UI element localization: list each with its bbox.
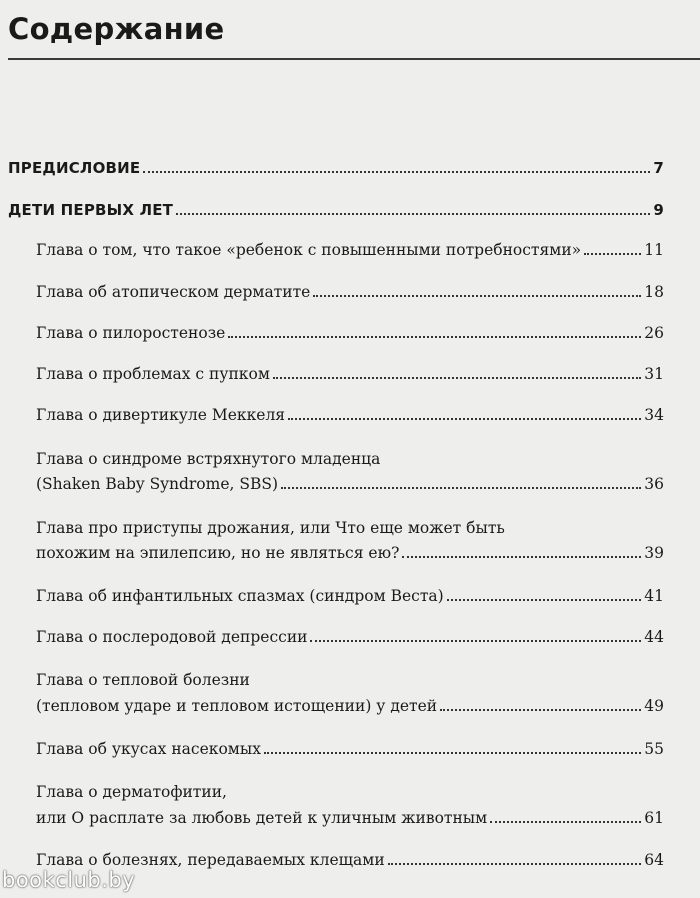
toc-entry-page: 44 — [644, 628, 664, 646]
toc-entry-page: 36 — [644, 475, 664, 493]
toc-entry-page: 64 — [644, 851, 664, 869]
toc-entry-title: ДЕТИ ПЕРВЫХ ЛЕТ — [8, 201, 174, 219]
toc-entry-title: Глава о дивертикуле Меккеля — [36, 406, 286, 424]
toc-entry-title: Глава об атопическом дерматите — [36, 283, 311, 301]
toc-entry — [36, 808, 664, 828]
toc-entry — [36, 739, 664, 759]
toc-entry-first-line: Глава о дерматофитии, — [36, 783, 227, 801]
toc-entry — [36, 586, 664, 606]
toc-entry-page: 55 — [644, 740, 664, 758]
toc-entry-page: 7 — [653, 159, 664, 177]
dot-leader — [273, 377, 641, 379]
toc-entry-title: (тепловом ударе и тепловом истощении) у детей — [36, 697, 438, 715]
toc-entry-title: Глава об инфантильных спазмах (синдром Веста) — [36, 587, 444, 605]
toc-entry-first-line: Глава о тепловой болезни — [36, 671, 250, 689]
dot-leader — [281, 487, 641, 489]
toc-entry-page: 18 — [644, 283, 664, 301]
dot-leader — [402, 556, 641, 558]
dot-leader — [310, 640, 641, 642]
dot-leader — [288, 418, 641, 420]
toc-entry-title: Глава о болезнях, передаваемых клещами — [36, 851, 385, 869]
toc-entry-title: Глава о том, что такое «ребенок с повышенными потребностями» — [36, 241, 582, 259]
toc-entry — [8, 158, 664, 178]
dot-leader — [388, 863, 642, 865]
dot-leader — [228, 336, 641, 338]
toc-entry-title: Глава о пилоростенозе — [36, 324, 226, 342]
toc-entry-title: или О расплате за любовь детей к уличным животным — [36, 809, 488, 827]
dot-leader — [313, 295, 641, 297]
toc-entry-page: 26 — [644, 324, 664, 342]
dot-leader — [143, 171, 650, 173]
toc-entry — [36, 282, 664, 302]
toc-entry-title: ПРЕДИСЛОВИЕ — [8, 159, 141, 177]
toc-entry-page: 11 — [644, 241, 664, 259]
toc-entry-first-line: Глава про приступы дрожания, или Что еще может быть — [36, 519, 505, 537]
toc-entry-page: 39 — [644, 544, 664, 562]
toc-entry-first-line: Глава о синдроме встряхнутого младенца — [36, 450, 381, 468]
toc-entry-page: 49 — [644, 697, 664, 715]
toc-entry-page: 31 — [644, 365, 664, 383]
dot-leader — [264, 752, 641, 754]
dot-leader — [176, 213, 650, 215]
toc-entry — [36, 240, 664, 260]
site-watermark: bookclub.by — [2, 868, 136, 892]
dot-leader — [447, 599, 642, 601]
toc-entry — [36, 696, 664, 716]
toc-entry — [36, 543, 664, 563]
toc-entry-page: 9 — [653, 201, 664, 219]
toc-entry-page: 61 — [644, 809, 664, 827]
toc-entry-title: Глава об укусах насекомых — [36, 740, 261, 758]
toc-entry-title: Глава о проблемах с пупком — [36, 365, 270, 383]
toc-entry — [36, 850, 664, 870]
toc-entry — [36, 627, 664, 647]
toc-entry — [8, 200, 664, 220]
toc-entry-page: 34 — [644, 406, 664, 424]
toc-entry — [36, 474, 664, 494]
toc-entry — [36, 405, 664, 425]
dot-leader — [490, 821, 641, 823]
toc-entry — [36, 323, 664, 343]
dot-leader — [584, 253, 641, 255]
dot-leader — [440, 709, 641, 711]
page-title: Содержание — [8, 12, 225, 46]
toc-entry-title: (Shaken Baby Syndrome, SBS) — [36, 475, 279, 493]
toc-entry — [36, 364, 664, 384]
toc-entry-page: 41 — [644, 587, 664, 605]
toc-entry-title: похожим на эпилепсию, но не являться ею? — [36, 544, 400, 562]
toc-entry-title: Глава о послеродовой депрессии — [36, 628, 308, 646]
